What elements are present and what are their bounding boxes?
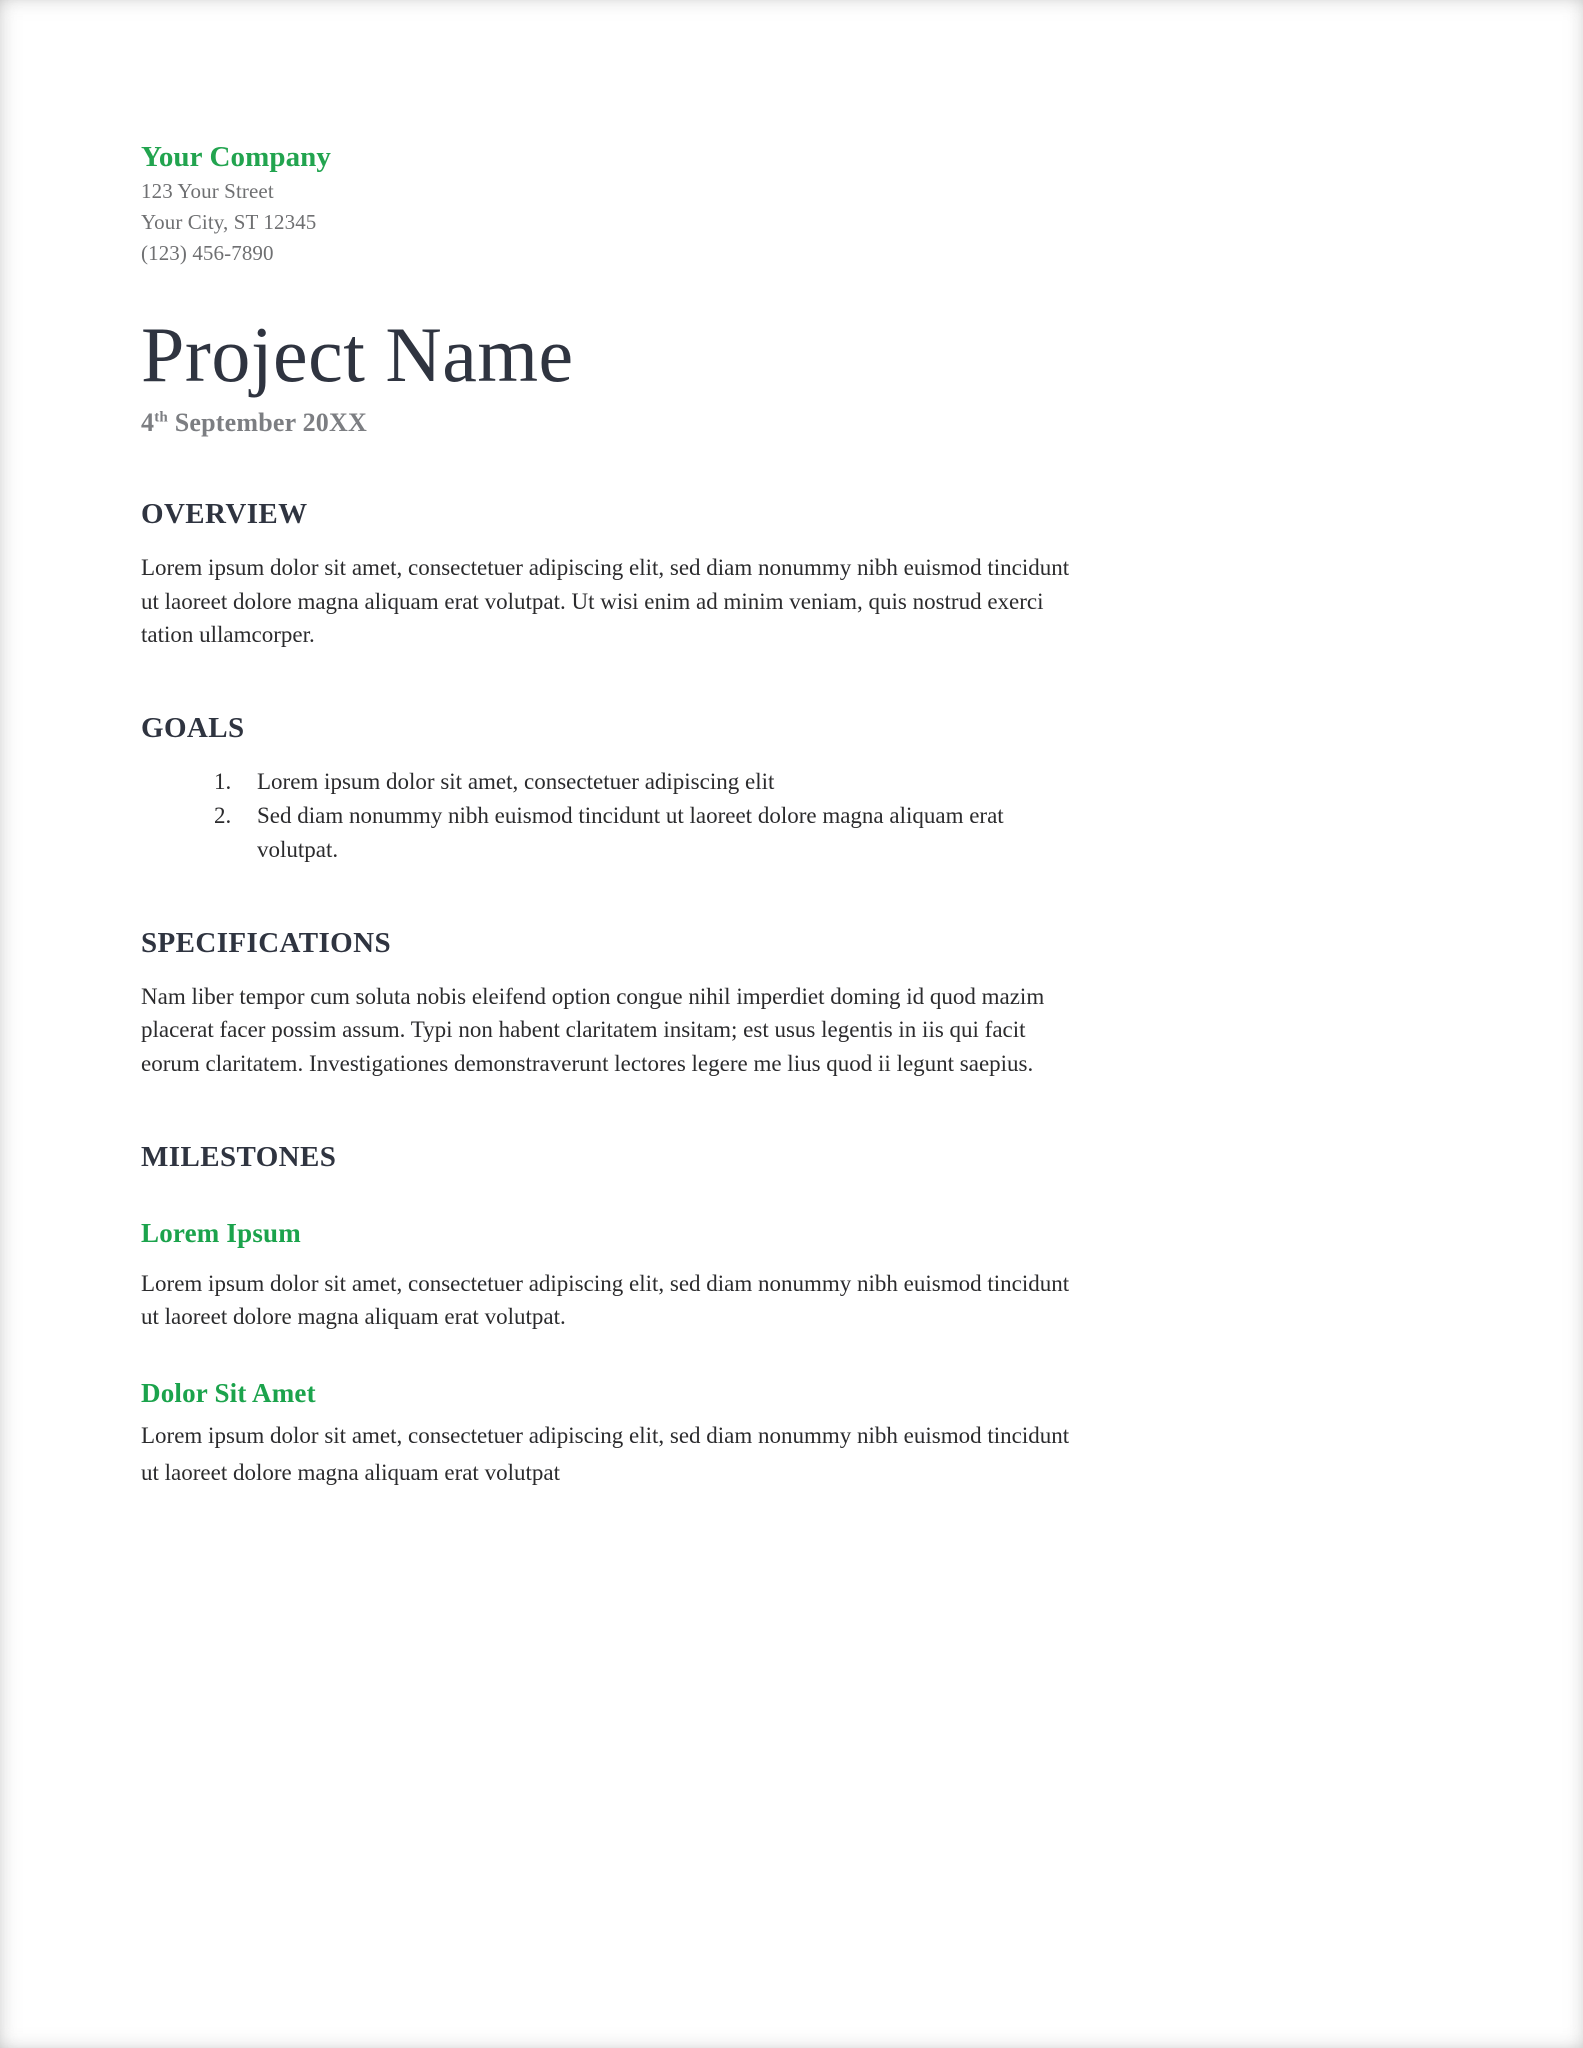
page-title: Project Name — [141, 311, 574, 399]
section-heading-specifications: SPECIFICATIONS — [141, 926, 392, 959]
list-item: 2. Sed diam nonummy nibh euismod tincidunt ut laoreet dolore magna aliquam erat volutpat. — [237, 799, 1071, 867]
section-heading-milestones: MILESTONES — [141, 1140, 337, 1173]
date-month-year: September 20XX — [168, 408, 367, 438]
section-specifications — [141, 927, 1071, 1081]
date-ordinal-suffix: th — [154, 409, 169, 426]
milestone-entry-lorem-ipsum — [141, 1218, 1071, 1334]
specifications-paragraph: Nam liber tempor cum soluta nobis eleifend option congue nihil imperdiet doming id quod mazim placerat facer possim assum. Typi non habent claritatem insitam; est usus legentis in iis qui facit eorum claritatem. Investigationes demonstraverunt lectores legere me lius quod ii legunt saepius. — [141, 983, 1045, 1077]
document-date — [141, 408, 1071, 438]
address-line-street: 123 Your Street — [141, 179, 274, 204]
section-overview — [141, 498, 1071, 652]
title-block — [141, 311, 1071, 438]
address-line-phone: (123) 456-7890 — [141, 241, 274, 266]
overview-paragraph: Lorem ipsum dolor sit amet, consectetuer adipiscing elit, sed diam nonummy nibh euismod tincidunt ut laoreet dolore magna aliquam erat volutpat. Ut wisi enim ad minim veniam, quis nostrud exerci tation ullamcorper. — [141, 555, 1070, 648]
milestone-title: Lorem Ipsum — [141, 1217, 301, 1248]
section-goals — [141, 712, 1071, 867]
date-day: 4 — [141, 408, 155, 438]
document-content — [141, 0, 1071, 1491]
milestone-paragraph: Lorem ipsum dolor sit amet, consectetuer adipiscing elit, sed diam nonummy nibh euismod tincidunt ut laoreet dolore magna aliquam erat volutpat — [141, 1422, 1070, 1486]
section-heading-overview: OVERVIEW — [141, 498, 308, 531]
list-item: 1. Lorem ipsum dolor sit amet, consectetuer adipiscing elit — [237, 765, 1071, 799]
section-milestones — [141, 1141, 1071, 1492]
goals-list — [141, 765, 1071, 867]
milestone-title: Dolor Sit Amet — [141, 1377, 316, 1408]
address-line-city: Your City, ST 12345 — [141, 210, 317, 235]
milestone-paragraph: Lorem ipsum dolor sit amet, consectetuer adipiscing elit, sed diam nonummy nibh euismod tincidunt ut laoreet dolore magna aliquam erat volutpat. — [141, 1270, 1070, 1330]
milestone-entry-dolor-sit-amet — [141, 1378, 1071, 1492]
section-heading-goals: GOALS — [141, 711, 245, 744]
letterhead — [141, 141, 1071, 269]
company-name: Your Company — [141, 141, 332, 173]
